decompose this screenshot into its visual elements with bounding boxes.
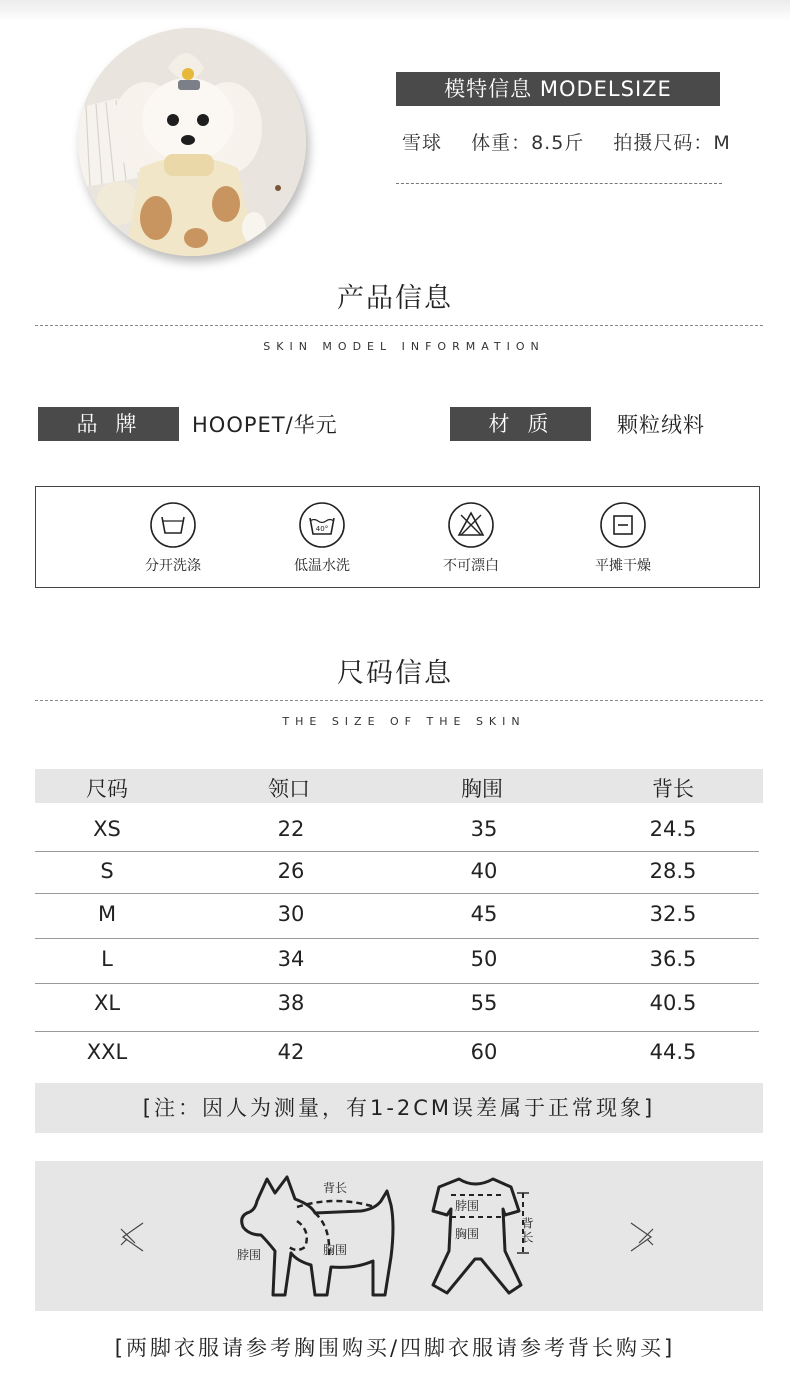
care-item-no-bleach bbox=[416, 501, 526, 575]
flat-dry-icon bbox=[599, 501, 647, 549]
brand-value: HOOPET/华元 bbox=[192, 413, 338, 437]
table-cell-back-length: 28.5 bbox=[649, 859, 697, 883]
material-value: 颗粒绒料 bbox=[617, 413, 705, 437]
table-cell-back-length: 36.5 bbox=[649, 947, 697, 971]
header-neck: 领口 bbox=[268, 777, 310, 801]
measurement-diagram bbox=[35, 1161, 763, 1311]
header-size: 尺码 bbox=[86, 777, 128, 801]
table-row-divider bbox=[35, 938, 759, 939]
care-label: 不可漂白 bbox=[443, 558, 499, 574]
model-info-line bbox=[402, 128, 753, 155]
prev-arrow-icon[interactable] bbox=[121, 1223, 143, 1251]
header-chest: 胸围 bbox=[461, 777, 503, 801]
table-cell-size: XXL bbox=[86, 1040, 128, 1064]
divider bbox=[35, 325, 763, 326]
table-cell-size: S bbox=[100, 859, 114, 883]
dog-outline-icon bbox=[242, 1177, 393, 1295]
measurement-note: [注：因人为测量，有1-2CM误差属于正常现象] bbox=[35, 1083, 763, 1133]
care-label: 平摊干燥 bbox=[595, 558, 651, 574]
model-size: 拍摄尺码：M bbox=[613, 132, 731, 154]
care-instructions-panel bbox=[35, 486, 760, 588]
table-cell-chest: 50 bbox=[470, 947, 498, 971]
suit-chest-label: 胸围 bbox=[455, 1227, 480, 1241]
material-label: 材质 bbox=[450, 407, 591, 441]
back-length-label: 背长 bbox=[323, 1181, 348, 1195]
purchase-guide-note: [两脚衣服请参考胸围购买/四脚衣服请参考背长购买] bbox=[114, 1336, 676, 1360]
table-cell-neck: 30 bbox=[277, 902, 305, 926]
table-row-divider bbox=[35, 851, 759, 852]
table-cell-back-length: 24.5 bbox=[649, 817, 697, 841]
table-cell-neck: 26 bbox=[277, 859, 305, 883]
model-name: 雪球 bbox=[402, 132, 443, 154]
table-cell-chest: 35 bbox=[470, 817, 498, 841]
no-bleach-icon bbox=[447, 501, 495, 549]
care-item-flat-dry bbox=[568, 501, 678, 575]
brand-label: 品牌 bbox=[38, 407, 179, 441]
divider bbox=[396, 183, 722, 184]
size-section-title: 尺码信息 bbox=[337, 658, 453, 689]
table-cell-size: L bbox=[101, 947, 113, 971]
table-cell-neck: 22 bbox=[277, 817, 305, 841]
table-cell-back-length: 44.5 bbox=[649, 1040, 697, 1064]
care-item-separate-wash bbox=[118, 501, 228, 575]
table-cell-neck: 42 bbox=[277, 1040, 305, 1064]
care-label: 分开洗涤 bbox=[145, 558, 201, 574]
top-shade bbox=[0, 0, 790, 22]
low-temp-wash-icon bbox=[298, 501, 346, 549]
suit-back-label: 背长 bbox=[520, 1217, 534, 1245]
table-cell-chest: 40 bbox=[470, 859, 498, 883]
svg-text:40°: 40° bbox=[315, 525, 329, 533]
table-row-divider bbox=[35, 1031, 759, 1032]
care-label: 低温水洗 bbox=[294, 558, 350, 574]
model-weight: 体重：8.5斤 bbox=[471, 132, 585, 154]
table-cell-back-length: 32.5 bbox=[649, 902, 697, 926]
table-cell-size: M bbox=[97, 902, 117, 926]
model-info-title: 模特信息 MODELSIZE bbox=[396, 72, 720, 106]
size-section-subtitle: THE SIZE OF THE SKIN bbox=[282, 715, 526, 728]
suit-neck-label: 脖围 bbox=[455, 1199, 480, 1213]
table-row-divider bbox=[35, 983, 759, 984]
chest-label: 胸围 bbox=[323, 1243, 348, 1257]
table-cell-chest: 60 bbox=[470, 1040, 498, 1064]
table-cell-chest: 55 bbox=[470, 991, 498, 1015]
next-arrow-icon[interactable] bbox=[631, 1223, 653, 1251]
table-row-divider bbox=[35, 893, 759, 894]
product-section-subtitle: SKIN MODEL INFORMATION bbox=[263, 340, 545, 353]
table-cell-size: XS bbox=[93, 817, 121, 841]
table-cell-back-length: 40.5 bbox=[649, 991, 697, 1015]
table-cell-neck: 34 bbox=[277, 947, 305, 971]
divider bbox=[35, 700, 763, 701]
model-photo bbox=[78, 28, 306, 256]
table-cell-chest: 45 bbox=[470, 902, 498, 926]
product-section-title: 产品信息 bbox=[337, 283, 453, 314]
table-cell-neck: 38 bbox=[277, 991, 305, 1015]
neck-label: 脖围 bbox=[237, 1248, 262, 1262]
separate-wash-icon bbox=[149, 501, 197, 549]
care-item-low-temp-wash bbox=[267, 501, 377, 575]
header-back-length: 背长 bbox=[652, 777, 694, 801]
table-cell-size: XL bbox=[93, 991, 121, 1015]
